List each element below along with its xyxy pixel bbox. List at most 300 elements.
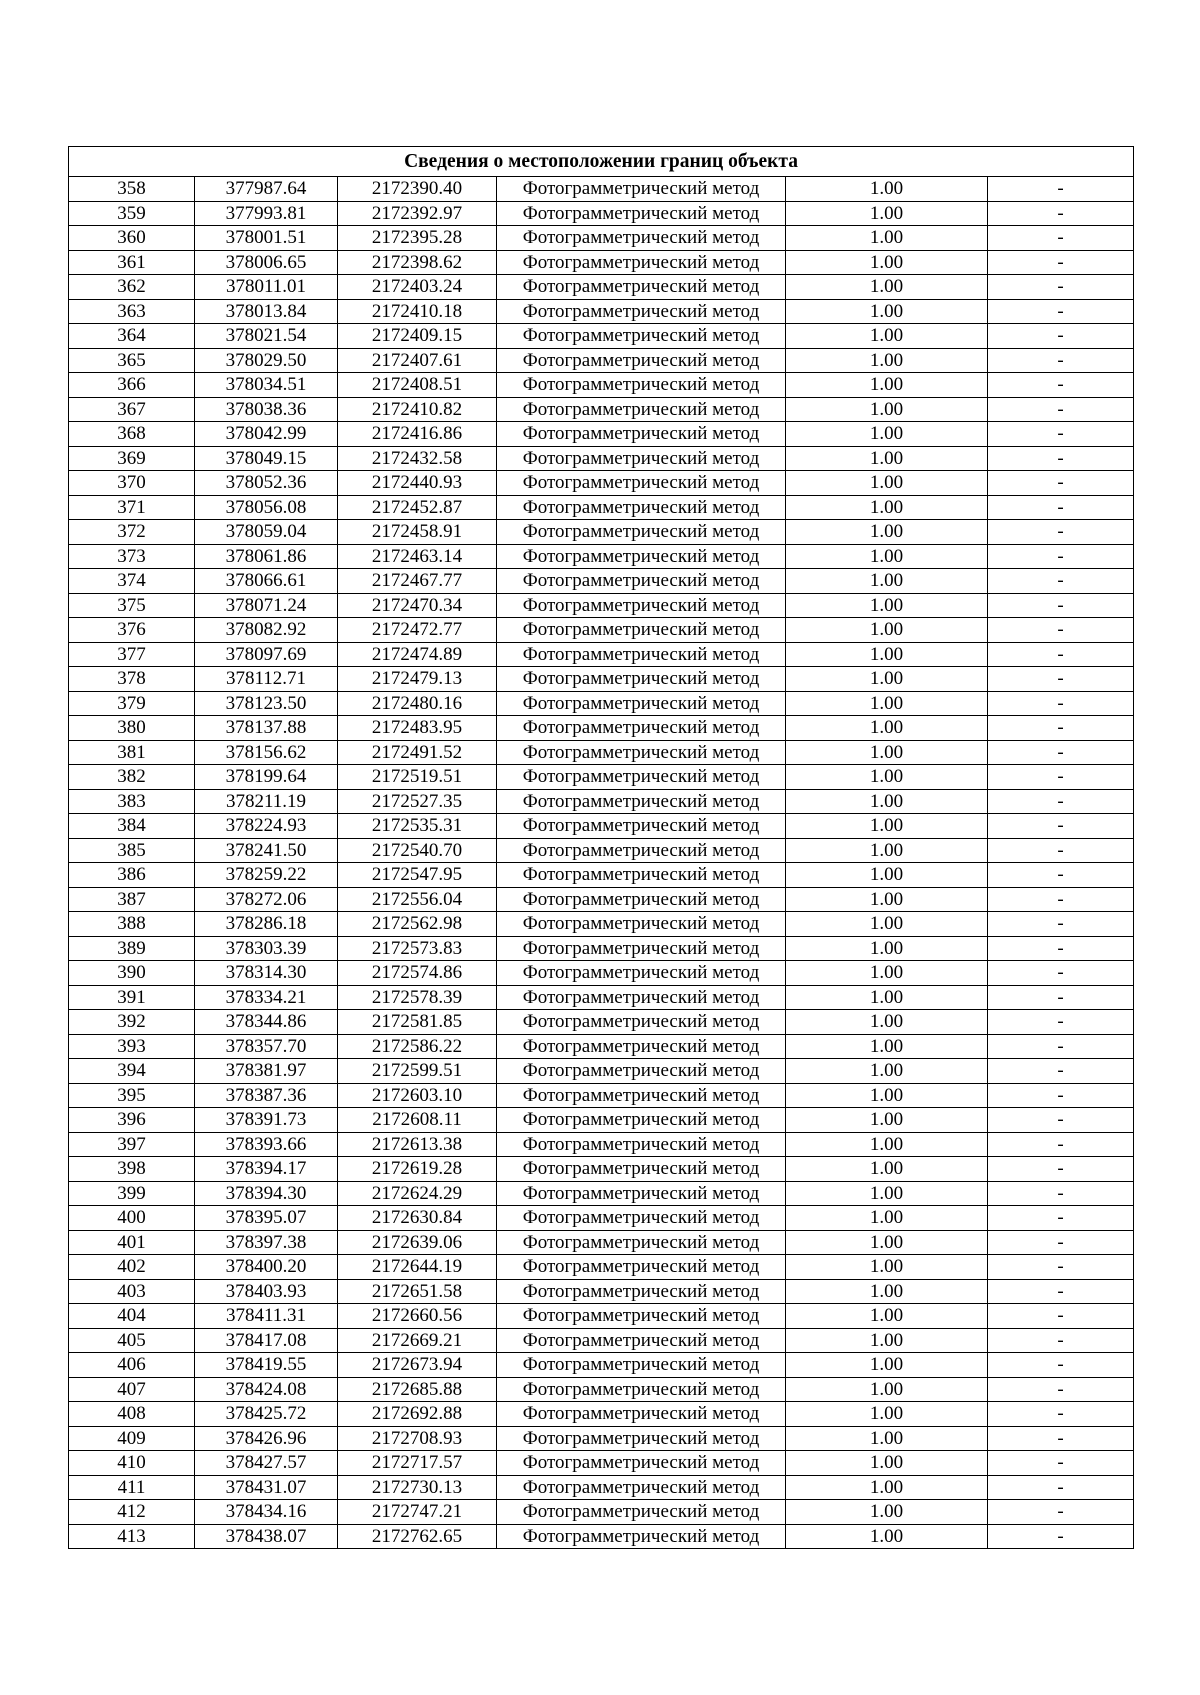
method-cell: Фотограмметрический метод xyxy=(497,814,786,839)
table-row xyxy=(69,1500,1134,1525)
y-coordinate-cell: 2172717.57 xyxy=(338,1451,497,1476)
x-coordinate-cell: 378021.54 xyxy=(195,324,338,349)
method-cell: Фотограмметрический метод xyxy=(497,1475,786,1500)
description-cell: - xyxy=(988,544,1134,569)
y-coordinate-cell: 2172562.98 xyxy=(338,912,497,937)
x-coordinate-cell: 378001.51 xyxy=(195,226,338,251)
table-row xyxy=(69,740,1134,765)
description-cell: - xyxy=(988,1304,1134,1329)
description-cell: - xyxy=(988,348,1134,373)
y-coordinate-cell: 2172630.84 xyxy=(338,1206,497,1231)
table-row xyxy=(69,838,1134,863)
table-row xyxy=(69,373,1134,398)
accuracy-cell: 1.00 xyxy=(786,985,988,1010)
x-coordinate-cell: 378112.71 xyxy=(195,667,338,692)
point-number-cell: 407 xyxy=(69,1377,195,1402)
table-row xyxy=(69,275,1134,300)
accuracy-cell: 1.00 xyxy=(786,1230,988,1255)
method-cell: Фотограмметрический метод xyxy=(497,716,786,741)
point-number-cell: 406 xyxy=(69,1353,195,1378)
x-coordinate-cell: 377987.64 xyxy=(195,177,338,202)
point-number-cell: 376 xyxy=(69,618,195,643)
description-cell: - xyxy=(988,1108,1134,1133)
method-cell: Фотограмметрический метод xyxy=(497,201,786,226)
x-coordinate-cell: 378314.30 xyxy=(195,961,338,986)
description-cell: - xyxy=(988,1377,1134,1402)
accuracy-cell: 1.00 xyxy=(786,1353,988,1378)
description-cell: - xyxy=(988,1328,1134,1353)
point-number-cell: 391 xyxy=(69,985,195,1010)
table-row xyxy=(69,520,1134,545)
point-number-cell: 401 xyxy=(69,1230,195,1255)
x-coordinate-cell: 378286.18 xyxy=(195,912,338,937)
accuracy-cell: 1.00 xyxy=(786,1475,988,1500)
y-coordinate-cell: 2172660.56 xyxy=(338,1304,497,1329)
method-cell: Фотограмметрический метод xyxy=(497,1083,786,1108)
accuracy-cell: 1.00 xyxy=(786,1255,988,1280)
method-cell: Фотограмметрический метод xyxy=(497,422,786,447)
method-cell: Фотограмметрический метод xyxy=(497,789,786,814)
method-cell: Фотограмметрический метод xyxy=(497,544,786,569)
point-number-cell: 359 xyxy=(69,201,195,226)
x-coordinate-cell: 378438.07 xyxy=(195,1524,338,1549)
x-coordinate-cell: 378381.97 xyxy=(195,1059,338,1084)
description-cell: - xyxy=(988,1475,1134,1500)
y-coordinate-cell: 2172586.22 xyxy=(338,1034,497,1059)
x-coordinate-cell: 378137.88 xyxy=(195,716,338,741)
method-cell: Фотограмметрический метод xyxy=(497,275,786,300)
point-number-cell: 361 xyxy=(69,250,195,275)
point-number-cell: 386 xyxy=(69,863,195,888)
point-number-cell: 364 xyxy=(69,324,195,349)
point-number-cell: 385 xyxy=(69,838,195,863)
x-coordinate-cell: 378038.36 xyxy=(195,397,338,422)
description-cell: - xyxy=(988,985,1134,1010)
x-coordinate-cell: 378011.01 xyxy=(195,275,338,300)
accuracy-cell: 1.00 xyxy=(786,667,988,692)
point-number-cell: 363 xyxy=(69,299,195,324)
table-header-row xyxy=(69,147,1134,177)
table-row xyxy=(69,814,1134,839)
description-cell: - xyxy=(988,373,1134,398)
point-number-cell: 370 xyxy=(69,471,195,496)
y-coordinate-cell: 2172410.82 xyxy=(338,397,497,422)
table-row xyxy=(69,1451,1134,1476)
table-row xyxy=(69,299,1134,324)
method-cell: Фотограмметрический метод xyxy=(497,740,786,765)
table-row xyxy=(69,887,1134,912)
x-coordinate-cell: 378056.08 xyxy=(195,495,338,520)
x-coordinate-cell: 378387.36 xyxy=(195,1083,338,1108)
x-coordinate-cell: 378426.96 xyxy=(195,1426,338,1451)
table-row xyxy=(69,593,1134,618)
y-coordinate-cell: 2172458.91 xyxy=(338,520,497,545)
x-coordinate-cell: 378425.72 xyxy=(195,1402,338,1427)
boundary-coordinates-table xyxy=(68,146,1134,1549)
point-number-cell: 412 xyxy=(69,1500,195,1525)
description-cell: - xyxy=(988,1402,1134,1427)
method-cell: Фотограмметрический метод xyxy=(497,1328,786,1353)
x-coordinate-cell: 378224.93 xyxy=(195,814,338,839)
method-cell: Фотограмметрический метод xyxy=(497,1402,786,1427)
table-row xyxy=(69,1206,1134,1231)
method-cell: Фотограмметрический метод xyxy=(497,1500,786,1525)
accuracy-cell: 1.00 xyxy=(786,177,988,202)
x-coordinate-cell: 378394.17 xyxy=(195,1157,338,1182)
accuracy-cell: 1.00 xyxy=(786,397,988,422)
y-coordinate-cell: 2172651.58 xyxy=(338,1279,497,1304)
accuracy-cell: 1.00 xyxy=(786,1083,988,1108)
description-cell: - xyxy=(988,250,1134,275)
description-cell: - xyxy=(988,471,1134,496)
point-number-cell: 366 xyxy=(69,373,195,398)
description-cell: - xyxy=(988,324,1134,349)
accuracy-cell: 1.00 xyxy=(786,838,988,863)
accuracy-cell: 1.00 xyxy=(786,1402,988,1427)
x-coordinate-cell: 378211.19 xyxy=(195,789,338,814)
table-row xyxy=(69,348,1134,373)
point-number-cell: 390 xyxy=(69,961,195,986)
point-number-cell: 409 xyxy=(69,1426,195,1451)
table-row xyxy=(69,1132,1134,1157)
x-coordinate-cell: 378334.21 xyxy=(195,985,338,1010)
point-number-cell: 381 xyxy=(69,740,195,765)
x-coordinate-cell: 378199.64 xyxy=(195,765,338,790)
description-cell: - xyxy=(988,1279,1134,1304)
accuracy-cell: 1.00 xyxy=(786,471,988,496)
accuracy-cell: 1.00 xyxy=(786,765,988,790)
method-cell: Фотограмметрический метод xyxy=(497,1524,786,1549)
point-number-cell: 377 xyxy=(69,642,195,667)
x-coordinate-cell: 378061.86 xyxy=(195,544,338,569)
y-coordinate-cell: 2172578.39 xyxy=(338,985,497,1010)
method-cell: Фотограмметрический метод xyxy=(497,1034,786,1059)
point-number-cell: 373 xyxy=(69,544,195,569)
method-cell: Фотограмметрический метод xyxy=(497,1426,786,1451)
accuracy-cell: 1.00 xyxy=(786,1328,988,1353)
accuracy-cell: 1.00 xyxy=(786,789,988,814)
point-number-cell: 382 xyxy=(69,765,195,790)
table-body xyxy=(69,177,1134,1549)
y-coordinate-cell: 2172540.70 xyxy=(338,838,497,863)
point-number-cell: 369 xyxy=(69,446,195,471)
table-row xyxy=(69,1108,1134,1133)
method-cell: Фотограмметрический метод xyxy=(497,642,786,667)
y-coordinate-cell: 2172398.62 xyxy=(338,250,497,275)
accuracy-cell: 1.00 xyxy=(786,1157,988,1182)
description-cell: - xyxy=(988,887,1134,912)
table-row xyxy=(69,250,1134,275)
accuracy-cell: 1.00 xyxy=(786,1426,988,1451)
point-number-cell: 410 xyxy=(69,1451,195,1476)
x-coordinate-cell: 378156.62 xyxy=(195,740,338,765)
x-coordinate-cell: 378066.61 xyxy=(195,569,338,594)
method-cell: Фотограмметрический метод xyxy=(497,1059,786,1084)
x-coordinate-cell: 378397.38 xyxy=(195,1230,338,1255)
method-cell: Фотограмметрический метод xyxy=(497,1206,786,1231)
y-coordinate-cell: 2172599.51 xyxy=(338,1059,497,1084)
accuracy-cell: 1.00 xyxy=(786,887,988,912)
y-coordinate-cell: 2172472.77 xyxy=(338,618,497,643)
point-number-cell: 398 xyxy=(69,1157,195,1182)
accuracy-cell: 1.00 xyxy=(786,1132,988,1157)
method-cell: Фотограмметрический метод xyxy=(497,397,786,422)
method-cell: Фотограмметрический метод xyxy=(497,936,786,961)
table-row xyxy=(69,1230,1134,1255)
y-coordinate-cell: 2172730.13 xyxy=(338,1475,497,1500)
accuracy-cell: 1.00 xyxy=(786,642,988,667)
description-cell: - xyxy=(988,593,1134,618)
point-number-cell: 378 xyxy=(69,667,195,692)
y-coordinate-cell: 2172574.86 xyxy=(338,961,497,986)
description-cell: - xyxy=(988,838,1134,863)
x-coordinate-cell: 378344.86 xyxy=(195,1010,338,1035)
table-row xyxy=(69,1402,1134,1427)
x-coordinate-cell: 378049.15 xyxy=(195,446,338,471)
description-cell: - xyxy=(988,177,1134,202)
accuracy-cell: 1.00 xyxy=(786,1181,988,1206)
point-number-cell: 362 xyxy=(69,275,195,300)
x-coordinate-cell: 378259.22 xyxy=(195,863,338,888)
table-row xyxy=(69,201,1134,226)
accuracy-cell: 1.00 xyxy=(786,814,988,839)
description-cell: - xyxy=(988,740,1134,765)
accuracy-cell: 1.00 xyxy=(786,936,988,961)
table-row xyxy=(69,1475,1134,1500)
description-cell: - xyxy=(988,814,1134,839)
table-row xyxy=(69,936,1134,961)
accuracy-cell: 1.00 xyxy=(786,1059,988,1084)
accuracy-cell: 1.00 xyxy=(786,544,988,569)
table-row xyxy=(69,863,1134,888)
description-cell: - xyxy=(988,299,1134,324)
y-coordinate-cell: 2172624.29 xyxy=(338,1181,497,1206)
description-cell: - xyxy=(988,1451,1134,1476)
description-cell: - xyxy=(988,397,1134,422)
y-coordinate-cell: 2172673.94 xyxy=(338,1353,497,1378)
y-coordinate-cell: 2172603.10 xyxy=(338,1083,497,1108)
description-cell: - xyxy=(988,1206,1134,1231)
point-number-cell: 387 xyxy=(69,887,195,912)
table-row xyxy=(69,177,1134,202)
y-coordinate-cell: 2172480.16 xyxy=(338,691,497,716)
accuracy-cell: 1.00 xyxy=(786,495,988,520)
accuracy-cell: 1.00 xyxy=(786,226,988,251)
x-coordinate-cell: 378241.50 xyxy=(195,838,338,863)
table-row xyxy=(69,1377,1134,1402)
y-coordinate-cell: 2172491.52 xyxy=(338,740,497,765)
description-cell: - xyxy=(988,618,1134,643)
description-cell: - xyxy=(988,422,1134,447)
table-row xyxy=(69,912,1134,937)
description-cell: - xyxy=(988,1181,1134,1206)
method-cell: Фотограмметрический метод xyxy=(497,348,786,373)
method-cell: Фотограмметрический метод xyxy=(497,1377,786,1402)
x-coordinate-cell: 377993.81 xyxy=(195,201,338,226)
x-coordinate-cell: 378071.24 xyxy=(195,593,338,618)
y-coordinate-cell: 2172463.14 xyxy=(338,544,497,569)
description-cell: - xyxy=(988,667,1134,692)
accuracy-cell: 1.00 xyxy=(786,1304,988,1329)
description-cell: - xyxy=(988,1034,1134,1059)
x-coordinate-cell: 378403.93 xyxy=(195,1279,338,1304)
table-row xyxy=(69,569,1134,594)
table-row xyxy=(69,1034,1134,1059)
x-coordinate-cell: 378411.31 xyxy=(195,1304,338,1329)
description-cell: - xyxy=(988,1083,1134,1108)
method-cell: Фотограмметрический метод xyxy=(497,569,786,594)
point-number-cell: 394 xyxy=(69,1059,195,1084)
y-coordinate-cell: 2172395.28 xyxy=(338,226,497,251)
x-coordinate-cell: 378303.39 xyxy=(195,936,338,961)
table-row xyxy=(69,765,1134,790)
method-cell: Фотограмметрический метод xyxy=(497,618,786,643)
point-number-cell: 384 xyxy=(69,814,195,839)
method-cell: Фотограмметрический метод xyxy=(497,1255,786,1280)
y-coordinate-cell: 2172535.31 xyxy=(338,814,497,839)
table-row xyxy=(69,324,1134,349)
method-cell: Фотограмметрический метод xyxy=(497,1108,786,1133)
description-cell: - xyxy=(988,765,1134,790)
y-coordinate-cell: 2172407.61 xyxy=(338,348,497,373)
point-number-cell: 375 xyxy=(69,593,195,618)
method-cell: Фотограмметрический метод xyxy=(497,1279,786,1304)
y-coordinate-cell: 2172392.97 xyxy=(338,201,497,226)
accuracy-cell: 1.00 xyxy=(786,1034,988,1059)
table-row xyxy=(69,1524,1134,1549)
y-coordinate-cell: 2172452.87 xyxy=(338,495,497,520)
table-row xyxy=(69,544,1134,569)
x-coordinate-cell: 378434.16 xyxy=(195,1500,338,1525)
point-number-cell: 374 xyxy=(69,569,195,594)
description-cell: - xyxy=(988,1010,1134,1035)
description-cell: - xyxy=(988,495,1134,520)
description-cell: - xyxy=(988,1353,1134,1378)
table-row xyxy=(69,642,1134,667)
y-coordinate-cell: 2172470.34 xyxy=(338,593,497,618)
y-coordinate-cell: 2172519.51 xyxy=(338,765,497,790)
x-coordinate-cell: 378272.06 xyxy=(195,887,338,912)
accuracy-cell: 1.00 xyxy=(786,569,988,594)
method-cell: Фотограмметрический метод xyxy=(497,961,786,986)
method-cell: Фотограмметрический метод xyxy=(497,765,786,790)
point-number-cell: 392 xyxy=(69,1010,195,1035)
table-row xyxy=(69,1328,1134,1353)
method-cell: Фотограмметрический метод xyxy=(497,471,786,496)
x-coordinate-cell: 378427.57 xyxy=(195,1451,338,1476)
x-coordinate-cell: 378391.73 xyxy=(195,1108,338,1133)
y-coordinate-cell: 2172762.65 xyxy=(338,1524,497,1549)
description-cell: - xyxy=(988,1230,1134,1255)
accuracy-cell: 1.00 xyxy=(786,863,988,888)
y-coordinate-cell: 2172547.95 xyxy=(338,863,497,888)
y-coordinate-cell: 2172410.18 xyxy=(338,299,497,324)
method-cell: Фотограмметрический метод xyxy=(497,373,786,398)
x-coordinate-cell: 378395.07 xyxy=(195,1206,338,1231)
method-cell: Фотограмметрический метод xyxy=(497,667,786,692)
description-cell: - xyxy=(988,789,1134,814)
method-cell: Фотограмметрический метод xyxy=(497,1230,786,1255)
point-number-cell: 372 xyxy=(69,520,195,545)
description-cell: - xyxy=(988,961,1134,986)
description-cell: - xyxy=(988,226,1134,251)
method-cell: Фотограмметрический метод xyxy=(497,446,786,471)
method-cell: Фотограмметрический метод xyxy=(497,226,786,251)
y-coordinate-cell: 2172581.85 xyxy=(338,1010,497,1035)
point-number-cell: 400 xyxy=(69,1206,195,1231)
description-cell: - xyxy=(988,1524,1134,1549)
table-row xyxy=(69,226,1134,251)
method-cell: Фотограмметрический метод xyxy=(497,985,786,1010)
table-row xyxy=(69,1255,1134,1280)
x-coordinate-cell: 378034.51 xyxy=(195,373,338,398)
table-row xyxy=(69,1181,1134,1206)
y-coordinate-cell: 2172692.88 xyxy=(338,1402,497,1427)
method-cell: Фотограмметрический метод xyxy=(497,1451,786,1476)
point-number-cell: 403 xyxy=(69,1279,195,1304)
point-number-cell: 393 xyxy=(69,1034,195,1059)
method-cell: Фотограмметрический метод xyxy=(497,863,786,888)
accuracy-cell: 1.00 xyxy=(786,373,988,398)
table-row xyxy=(69,422,1134,447)
description-cell: - xyxy=(988,1500,1134,1525)
x-coordinate-cell: 378393.66 xyxy=(195,1132,338,1157)
accuracy-cell: 1.00 xyxy=(786,1206,988,1231)
y-coordinate-cell: 2172479.13 xyxy=(338,667,497,692)
description-cell: - xyxy=(988,1059,1134,1084)
table-row xyxy=(69,1353,1134,1378)
description-cell: - xyxy=(988,1157,1134,1182)
y-coordinate-cell: 2172390.40 xyxy=(338,177,497,202)
point-number-cell: 360 xyxy=(69,226,195,251)
point-number-cell: 389 xyxy=(69,936,195,961)
method-cell: Фотограмметрический метод xyxy=(497,250,786,275)
description-cell: - xyxy=(988,936,1134,961)
description-cell: - xyxy=(988,1426,1134,1451)
y-coordinate-cell: 2172527.35 xyxy=(338,789,497,814)
description-cell: - xyxy=(988,275,1134,300)
point-number-cell: 397 xyxy=(69,1132,195,1157)
point-number-cell: 380 xyxy=(69,716,195,741)
y-coordinate-cell: 2172669.21 xyxy=(338,1328,497,1353)
table-row xyxy=(69,667,1134,692)
x-coordinate-cell: 378419.55 xyxy=(195,1353,338,1378)
accuracy-cell: 1.00 xyxy=(786,740,988,765)
accuracy-cell: 1.00 xyxy=(786,275,988,300)
point-number-cell: 395 xyxy=(69,1083,195,1108)
y-coordinate-cell: 2172685.88 xyxy=(338,1377,497,1402)
y-coordinate-cell: 2172467.77 xyxy=(338,569,497,594)
point-number-cell: 368 xyxy=(69,422,195,447)
description-cell: - xyxy=(988,201,1134,226)
table-title: Сведения о местоположении границ объекта xyxy=(69,147,1134,177)
method-cell: Фотограмметрический метод xyxy=(497,887,786,912)
table-row xyxy=(69,446,1134,471)
method-cell: Фотограмметрический метод xyxy=(497,1304,786,1329)
point-number-cell: 404 xyxy=(69,1304,195,1329)
table-row xyxy=(69,716,1134,741)
y-coordinate-cell: 2172409.15 xyxy=(338,324,497,349)
accuracy-cell: 1.00 xyxy=(786,691,988,716)
table-row xyxy=(69,618,1134,643)
x-coordinate-cell: 378042.99 xyxy=(195,422,338,447)
y-coordinate-cell: 2172573.83 xyxy=(338,936,497,961)
method-cell: Фотограмметрический метод xyxy=(497,1010,786,1035)
y-coordinate-cell: 2172639.06 xyxy=(338,1230,497,1255)
accuracy-cell: 1.00 xyxy=(786,1108,988,1133)
point-number-cell: 388 xyxy=(69,912,195,937)
point-number-cell: 358 xyxy=(69,177,195,202)
